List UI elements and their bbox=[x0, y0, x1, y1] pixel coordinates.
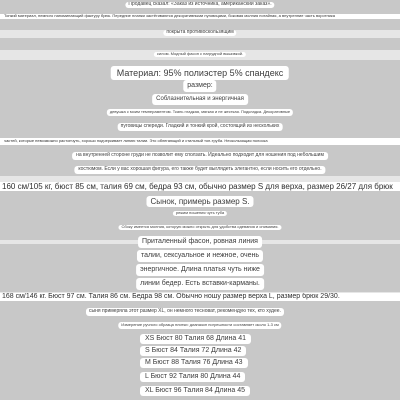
description-line: силом. Модный фасон с нагрудной вышивкой. bbox=[154, 52, 246, 57]
size-row-s: S Бюст 84 Талия 72 Длина 42 bbox=[140, 346, 246, 356]
description-line: Приталенный фасон, ровная линия bbox=[138, 236, 262, 248]
model-try-on-prefix: сын bbox=[89, 308, 98, 314]
model-try-on-text: я примеряла этот размер XL, он немного тесноват, рекомендую тех, кто худее. bbox=[97, 308, 281, 314]
model-try-on: Сынок, примерь размер S. bbox=[146, 196, 253, 207]
description-line: Тонкий материал, немного напоминающий фактуру брюк. Передние планки застёгиваются декоративными пуговицами, боковая молния потайная, а внутренние часть воротника bbox=[0, 14, 400, 19]
bg-strip bbox=[0, 38, 400, 50]
size-row-l: L Бюст 92 Талия 80 Длина 44 bbox=[140, 372, 245, 382]
description-line: талии, сексуальное и нежное, очень bbox=[137, 250, 263, 262]
description-line: линии бедер. Есть вставки-карманы. bbox=[136, 278, 264, 290]
description-line: костюмом. Если у вас хорошая фигура, его также будет выглядеть элегантно, если носить его отдельно. bbox=[74, 166, 325, 174]
description-line: режим ношения чуть туба bbox=[173, 211, 227, 216]
measurement-note: Измерение ручного образца плитки: диапазон погрешности составляет около 1-3 см bbox=[118, 322, 281, 329]
source-note: Продавец сказал: «Заказ из источника, американский заказ». bbox=[125, 2, 274, 8]
size-row-m: M Бюст 88 Талия 76 Длина 43 bbox=[140, 358, 248, 368]
model-params: 168 см/146 кг. Бюст 97 см. Талия 86 см. Бедра 98 см. Обычно ношу размер верха L, размер брюк 29/30. bbox=[0, 293, 400, 301]
material-line: Материал: 95% полиэстер 5% спандекс bbox=[111, 66, 289, 80]
description-line: энергичное. Длина платья чуть ниже bbox=[136, 264, 264, 276]
description-line: частей, которые невозможно растопчуть, хорошо подчеркивает линию талии. Это облегающий и стильный топ-труба. Нескользящая полоска bbox=[0, 138, 400, 145]
model-params: 160 см/105 кг, бюст 85 см, талия 69 см, бедра 93 см, обычно размер S для верха, размер 26/27 для брюк bbox=[0, 182, 400, 191]
model-try-on bbox=[86, 308, 284, 316]
description-line: пуговицы спереди. Гладкий и тонкий крой, состоящий из нескольких bbox=[118, 123, 283, 131]
description-line: девушка с моим темпераментом. Ткань гладкая, мягкая и не жесткая. Подкладка. Декоративные bbox=[107, 109, 293, 116]
description-line: Соблазнительная и энергичная bbox=[152, 94, 248, 105]
size-row-xl: XL Бюст 96 Талия 84 Длина 45 bbox=[140, 386, 250, 396]
description-line: покрыта противоскользящим bbox=[163, 30, 236, 36]
description-line: Сбоку имеется молния, которую можно открыть для удобства одевания и снимания. bbox=[118, 225, 281, 230]
description-line: на внутренней стороне груди не позволит ему сползать. Идеально подходит для ношения под небольшим bbox=[72, 152, 328, 160]
size-label: размер: bbox=[183, 80, 216, 92]
size-row-xs: XS Бюст 80 Талия 68 Длина 41 bbox=[140, 334, 251, 344]
